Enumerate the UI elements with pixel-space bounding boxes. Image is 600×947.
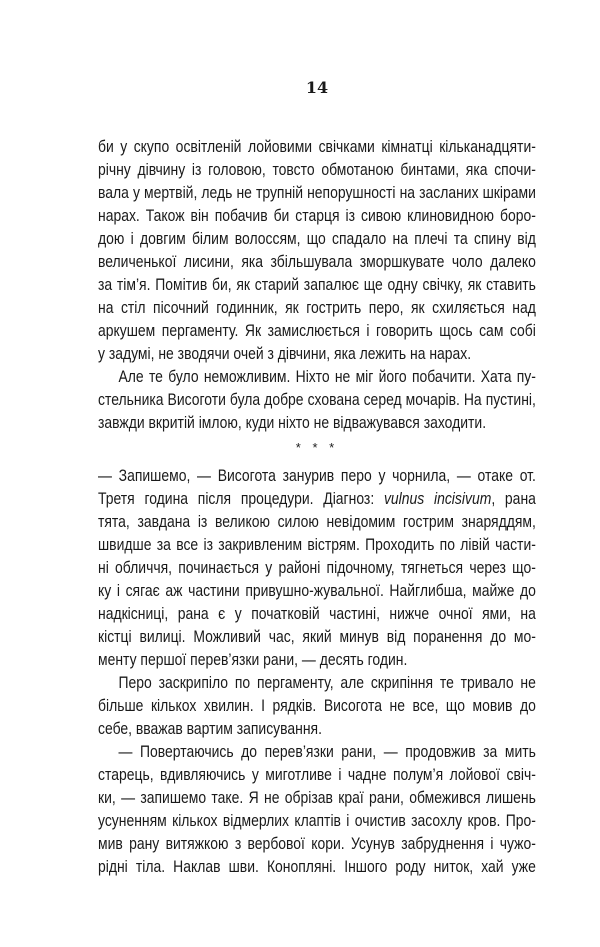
text-line: завжди вкритій імлою, куди ніхто не відважувався заходити. — [98, 413, 487, 432]
text-line: менту першої перев’язки рани, — десять годин. — [98, 650, 408, 669]
text-line: — Повертаючись до перев’язки рани, — продовжив за мить — [118, 742, 536, 761]
text-line: аркушем пергаменту. Як замислюється і говорить щось сам собі — [98, 321, 536, 340]
text-line: у задумі, не зводячи очей з дівчини, яка лежить на нарах. — [98, 344, 472, 363]
text-line: рідні тіла. Наклав шви. Конопляні. Іншого роду ниток, хай уже — [98, 857, 536, 876]
text-fragment: Третя година після процедури. Діагноз: — [98, 489, 384, 508]
text-line: на стіл пісочний годинник, як гострить перо, як схиляється над — [98, 298, 536, 317]
text-line: швидше за все із закривленим вістрям. Проходить по лівій части- — [98, 535, 536, 554]
text-line: кістці вилиці. Можливий час, який минув від поранення до мо- — [98, 627, 536, 646]
text-line: стельника Висоготи була добре схована серед мочарів. На пустині, — [98, 390, 536, 409]
text-block-2 — [98, 464, 600, 878]
page-number: 14 — [305, 78, 329, 97]
text-line: за тім’я. Помітив би, як старий запалює ще одну свічку, як ставить — [98, 275, 536, 294]
text-line: вала у мертвій, ледь не трупній непорушності на засланих шкірами — [98, 183, 536, 202]
text-line: більше кількох хвилин. І рядків. Висогота не все, що мовив до — [98, 696, 536, 715]
text-fragment: , рана — [491, 489, 536, 508]
text-line: Але те було неможливим. Ніхто не міг його побачити. Хата пу- — [118, 367, 536, 386]
text-line: величенької лисини, яка збільшувала зморшкувате чоло далеко — [98, 252, 536, 271]
text-line: себе, вважав вартим записування. — [98, 719, 322, 738]
text-line: нарах. Також він побачив би старця із сивою клиновидною боро- — [98, 206, 536, 225]
text-line: ки, — запишемо таке. Я не обрізав краї рани, обмежився лишень — [98, 788, 536, 807]
text-line: надкісниці, рана є у початковій частині, нижче очної ями, на — [98, 604, 536, 623]
text-line: ку і сягає аж частини привушно-жувальної. Найглибша, майже до — [98, 581, 536, 600]
text-block-1 — [98, 135, 600, 434]
latin-term: vulnus incisivum — [383, 489, 492, 508]
text-line: тята, завдана із великою силою невідомим гострим знаряддям, — [98, 512, 536, 531]
text-line: би у скупо освітленій лойовими свічками кімнатці кільканадцяти- — [98, 137, 536, 156]
text-line — [98, 487, 536, 510]
text-line: Перо заскрипіло по пергаменту, але скрипіння те тривало не — [118, 673, 536, 692]
text-line: дою і довгим білим волоссям, що спадало на плечі та спину від — [98, 229, 536, 248]
text-line: мив рану витяжкою з вербової кори. Усунув забруднення і чужо- — [98, 834, 536, 853]
text-line: ні обличчя, починається у районі підочному, тягнеться через що- — [98, 558, 536, 577]
text-line: усуненням кількох відмерлих клаптів і очистив засохлу кров. Про- — [98, 811, 536, 830]
text-line: річну дівчину із головою, товсто обмотаною бинтами, яка спочи- — [98, 160, 536, 179]
text-line: старець, вдивляючись у миготливе і чадне полум’я лойової свіч- — [98, 765, 536, 784]
text-line: — Запишемо, — Висогота занурив перо у чорнила, — отаке от. — [98, 466, 536, 485]
section-separator: * * * — [295, 440, 339, 455]
